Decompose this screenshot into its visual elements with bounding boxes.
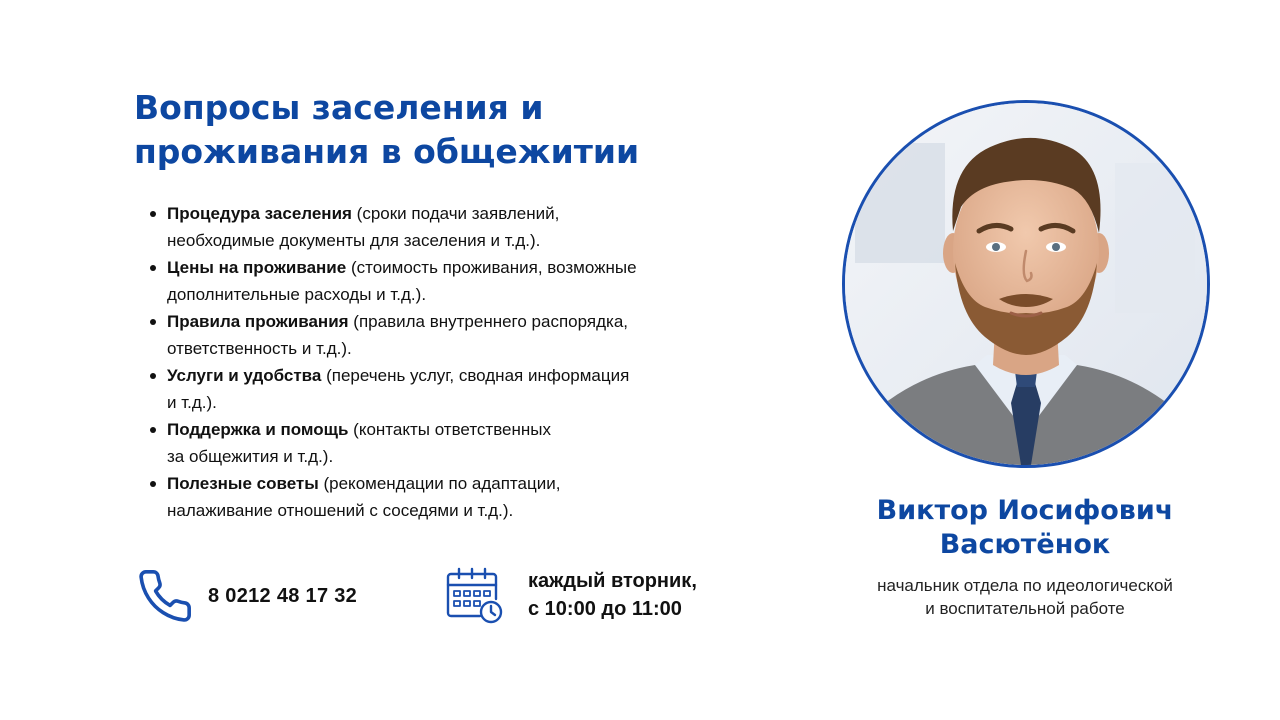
- topic-description-continued: налаживание отношений с соседями и т.д.).: [167, 501, 514, 520]
- topic-description-continued: и т.д.).: [167, 393, 217, 412]
- topic-title: Цены на проживание: [167, 258, 347, 277]
- topic-line: [167, 362, 718, 389]
- person-position-line-1: начальник отдела по идеологической: [877, 576, 1173, 595]
- schedule-info: [444, 566, 697, 624]
- topics-list: [148, 200, 718, 524]
- topic-item: [148, 254, 718, 308]
- topic-description-continued: ответственность и т.д.).: [167, 339, 352, 358]
- phone-icon: [136, 566, 194, 626]
- person-name-line-1: Виктор Иосифович: [876, 495, 1174, 526]
- person-name-line-2: Васютёнок: [939, 529, 1111, 560]
- schedule-text: [528, 567, 697, 623]
- page-title-line-1: Вопросы заселения и: [134, 88, 544, 127]
- topic-item: [148, 308, 718, 362]
- topic-item: [148, 416, 718, 470]
- topic-description-continued: за общежития и т.д.).: [167, 447, 334, 466]
- topic-description: (перечень услуг, сводная информация: [321, 366, 630, 385]
- page-title-line-2: проживания в общежитии: [134, 132, 640, 171]
- calendar-clock-icon: [444, 566, 504, 624]
- topic-title: Процедура заселения: [167, 204, 352, 223]
- topic-title: Полезные советы: [167, 474, 319, 493]
- topic-line: [167, 200, 718, 227]
- topic-line: [167, 254, 718, 281]
- topic-title: Услуги и удобства: [167, 366, 322, 385]
- topic-description: (правила внутреннего распорядка,: [348, 312, 628, 331]
- person-position-line-2: и воспитательной работе: [925, 599, 1125, 618]
- topic-title: Поддержка и помощь: [167, 420, 349, 439]
- portrait-photo: [842, 100, 1210, 468]
- topic-item: [148, 470, 718, 524]
- person-position: [835, 574, 1215, 620]
- topic-description: (рекомендации по адаптации,: [318, 474, 561, 493]
- topic-description: (стоимость проживания, возможные: [346, 258, 637, 277]
- topic-title: Правила проживания: [167, 312, 349, 331]
- page-title: [134, 86, 734, 174]
- topic-line: [167, 416, 718, 443]
- topic-description: (сроки подачи заявлений,: [351, 204, 560, 223]
- topic-item: [148, 362, 718, 416]
- schedule-day: каждый вторник,: [528, 570, 697, 592]
- topic-description-continued: дополнительные расходы и т.д.).: [167, 285, 427, 304]
- topic-line: [167, 470, 718, 497]
- topic-description: (контакты ответственных: [348, 420, 551, 439]
- topic-line: [167, 308, 718, 335]
- topic-description-continued: необходимые документы для заселения и т.д.).: [167, 231, 541, 250]
- person-name: [825, 494, 1225, 562]
- topic-item: [148, 200, 718, 254]
- portrait-illustration: [845, 103, 1207, 465]
- phone-contact[interactable]: [136, 566, 357, 626]
- schedule-time: с 10:00 до 11:00: [528, 598, 682, 620]
- phone-number[interactable]: 8 0212 48 17 32: [208, 584, 358, 607]
